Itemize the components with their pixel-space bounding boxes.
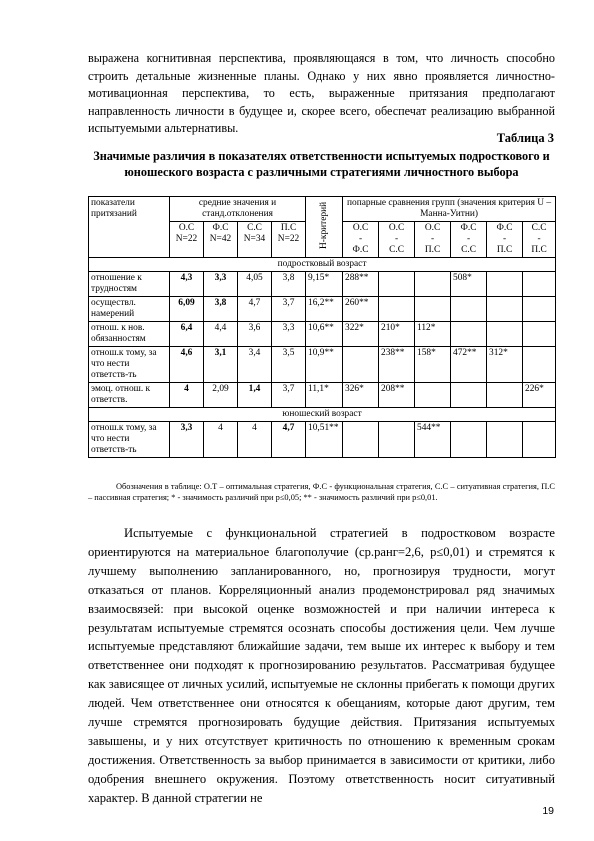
- mean-cell: 6,09: [170, 297, 204, 322]
- u-cell: [379, 422, 415, 458]
- h-cell: 11,1*: [306, 383, 343, 408]
- mean-cell: 3,8: [272, 272, 306, 297]
- u-cell: [451, 297, 487, 322]
- mean-cell: 3,8: [204, 297, 238, 322]
- u-cell: [343, 347, 379, 383]
- u-cell: [487, 383, 523, 408]
- group-header: П.С N=22: [272, 222, 306, 258]
- row-label: эмоц. отнош. к ответств.: [89, 383, 170, 408]
- h-cell: 10,9**: [306, 347, 343, 383]
- body-paragraph-1: выражена когнитивная перспектива, проявляющаяся в том, что личность способно строить детальные жизненные планы. Однако у них явно проявляется личностно-мотивационная перспектива, то есть, выраженные притязания предполагают направленность личности в будущее и, скорее всего, обеспечат реализацию выбранной испытуемыми альтернативы.: [88, 51, 555, 136]
- u-cell: [523, 347, 556, 383]
- u-cell: 238**: [379, 347, 415, 383]
- u-cell: 210*: [379, 322, 415, 347]
- h-cell: 10,6**: [306, 322, 343, 347]
- row-label: отнош.к тому, за что нести ответств-ть: [89, 422, 170, 458]
- mean-cell: 4,3: [170, 272, 204, 297]
- u-cell: [487, 322, 523, 347]
- header-pairwise: попарные сравнения групп (значения критерия U – Манна-Уитни): [343, 197, 556, 222]
- mean-cell: 4,6: [170, 347, 204, 383]
- row-label: отнош. к нов. обязанностям: [89, 322, 170, 347]
- u-cell: [523, 297, 556, 322]
- u-cell: [379, 297, 415, 322]
- u-cell: [415, 383, 451, 408]
- mean-cell: 3,3: [170, 422, 204, 458]
- u-cell: [487, 422, 523, 458]
- mean-cell: 4,05: [238, 272, 272, 297]
- header-claims: показатели притязаний: [89, 197, 170, 258]
- table-row: [89, 322, 556, 347]
- pair-header: С.С - П.С: [523, 222, 556, 258]
- table-row: [89, 422, 556, 458]
- header-means: средние значения и станд.отклонения: [170, 197, 306, 222]
- mean-cell: 3,6: [238, 322, 272, 347]
- u-cell: [523, 272, 556, 297]
- u-cell: 158*: [415, 347, 451, 383]
- u-cell: [451, 383, 487, 408]
- u-cell: [379, 272, 415, 297]
- u-cell: [523, 322, 556, 347]
- body-paragraph-2: Испытуемые с функциональной стратегией в подростковом возрасте ориентируются на материальное благополучие (ср.ранг=2,6, p≤0,01) и стремятся к лучшему выполнению запланированного, но, прогнозируя трудности, могут отказаться от планов. Корреляционный анализ продемонстрировал ряд значимых взаимосвязей: при высокой оценке возможностей и при наличии интереса к результатам испытуемые стремятся осознать способы достижения цели. Чем лучше испытуемые представляют ближайшие задачи, тем выше их интерес к выбору и тем ответственнее они подходят к прогнозированию результатов. Рассматривая будущее как зависящее от личных усилий, испытуемые не склонны прибегать к помощи других людей. Чем ответственнее они относятся к обещаниям, которые дают другим, тем лучше стремятся прогнозировать будущие действия. Притязания испытуемых завышены, и у них отсутствует критичность по отношению к временным срокам достижения. Ответственность за выбор принимается в зависимости от критики, либо одобрения внешнего окружения. Поэтому ответственность носит ситуативный характер. В данной стратегии не: [88, 526, 555, 805]
- h-cell: 16,2**: [306, 297, 343, 322]
- mean-cell: 4,7: [272, 422, 306, 458]
- u-cell: [523, 422, 556, 458]
- table-label: Таблица 3: [496, 131, 554, 145]
- row-label: отнош.к тому, за что нести ответств-ть: [89, 347, 170, 383]
- pair-header: О.С - С.С: [379, 222, 415, 258]
- section-header-youth: юношеский возраст: [89, 408, 556, 422]
- u-cell: [415, 272, 451, 297]
- u-cell: 508*: [451, 272, 487, 297]
- pair-header: Ф.С - С.С: [451, 222, 487, 258]
- u-cell: 226*: [523, 383, 556, 408]
- u-cell: [487, 297, 523, 322]
- h-cell: 9,15*: [306, 272, 343, 297]
- row-label: осуществл. намерений: [89, 297, 170, 322]
- u-cell: 472**: [451, 347, 487, 383]
- mean-cell: 3,5: [272, 347, 306, 383]
- mean-cell: 4: [170, 383, 204, 408]
- group-header: О.С N=22: [170, 222, 204, 258]
- u-cell: 208**: [379, 383, 415, 408]
- mean-cell: 3,4: [238, 347, 272, 383]
- u-cell: 260**: [343, 297, 379, 322]
- pair-header: О.С - П.С: [415, 222, 451, 258]
- mean-cell: 3,1: [204, 347, 238, 383]
- mean-cell: 4,7: [238, 297, 272, 322]
- group-header: С.С N=34: [238, 222, 272, 258]
- u-cell: 312*: [487, 347, 523, 383]
- u-cell: [415, 297, 451, 322]
- h-cell: 10,51**: [306, 422, 343, 458]
- mean-cell: 3,7: [272, 297, 306, 322]
- u-cell: 288**: [343, 272, 379, 297]
- section-header-teen: подростковый возраст: [89, 258, 556, 272]
- results-table: [88, 196, 556, 458]
- mean-cell: 4: [238, 422, 272, 458]
- u-cell: 544**: [415, 422, 451, 458]
- u-cell: 112*: [415, 322, 451, 347]
- mean-cell: 3,7: [272, 383, 306, 408]
- u-cell: [487, 272, 523, 297]
- table-title: Значимые различия в показателях ответственности испытуемых подросткового и юношеского возраста с различными стратегиями личностного выбора: [93, 149, 550, 179]
- group-header: Ф.С N=42: [204, 222, 238, 258]
- pair-header: Ф.С - П.С: [487, 222, 523, 258]
- table-note: Обозначения в таблице: О.Т – оптимальная стратегия, Ф.С - функциональная стратегия, С.С – ситуативная стратегия, П.С – пассивная стратегия; * - значимость различий при p≤0,05; ** - значимость различий при p≤0,01.: [88, 482, 555, 502]
- table-row: [89, 383, 556, 408]
- mean-cell: 4,4: [204, 322, 238, 347]
- mean-cell: 3,3: [272, 322, 306, 347]
- table-row: [89, 272, 556, 297]
- pair-header: О.С - Ф.С: [343, 222, 379, 258]
- row-label: отношение к трудностям: [89, 272, 170, 297]
- mean-cell: 4: [204, 422, 238, 458]
- table-row: [89, 347, 556, 383]
- mean-cell: 1,4: [238, 383, 272, 408]
- mean-cell: 2,09: [204, 383, 238, 408]
- mean-cell: 6,4: [170, 322, 204, 347]
- u-cell: [343, 422, 379, 458]
- table-row: [89, 297, 556, 322]
- page-number: 19: [542, 805, 554, 817]
- u-cell: 326*: [343, 383, 379, 408]
- u-cell: [451, 422, 487, 458]
- mean-cell: 3,3: [204, 272, 238, 297]
- header-criterion: Н-критерий: [306, 197, 343, 258]
- u-cell: [451, 322, 487, 347]
- u-cell: 322*: [343, 322, 379, 347]
